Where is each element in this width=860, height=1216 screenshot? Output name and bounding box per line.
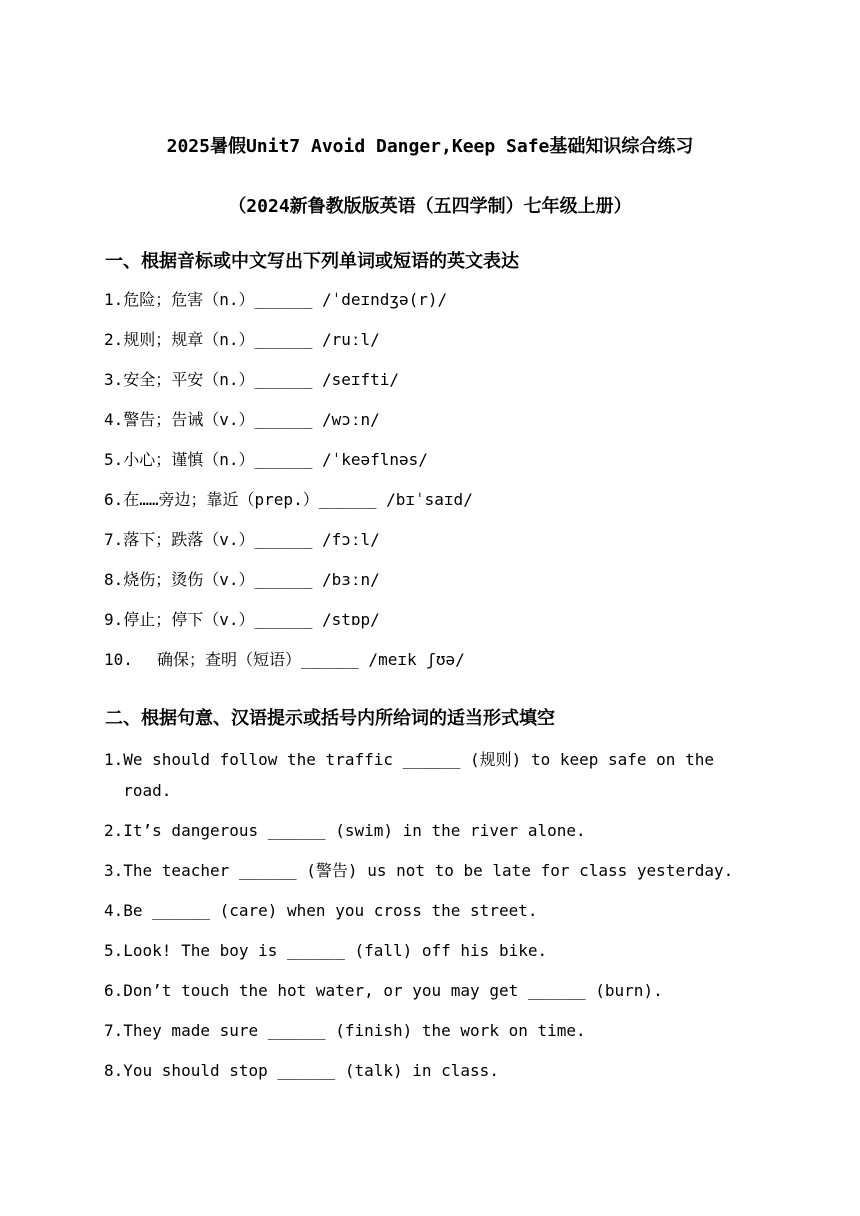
item-text: You should stop ______ (talk) in class. xyxy=(123,1061,499,1080)
item-text: 小心；谨慎（n.）______ /ˈkeəflnəs/ xyxy=(123,450,428,469)
list-item xyxy=(104,327,473,367)
list-item xyxy=(104,407,473,447)
list-item xyxy=(104,1055,764,1086)
item-text: 停止；停下（v.）______ /stɒp/ xyxy=(123,610,380,629)
item-number: 3. xyxy=(104,370,124,389)
list-item xyxy=(104,744,764,806)
item-number: 9. xyxy=(104,610,124,629)
list-item xyxy=(104,1015,764,1046)
item-number: 8. xyxy=(104,1061,124,1080)
item-number: 2. xyxy=(104,330,124,349)
item-text: 烧伤；烫伤（v.）______ /bɜːn/ xyxy=(123,570,380,589)
item-number: 1. xyxy=(104,750,124,769)
list-item xyxy=(104,487,473,527)
list-item xyxy=(104,367,473,407)
item-text: They made sure ______ (finish) the work on time. xyxy=(123,1021,586,1040)
section2-question-list xyxy=(104,744,764,1095)
list-item xyxy=(104,935,764,966)
item-text: 安全；平安（n.）______ /seɪfti/ xyxy=(123,370,400,389)
item-text: 警告；告诫（v.）______ /wɔːn/ xyxy=(123,410,380,429)
list-item xyxy=(104,607,473,647)
item-text: 在……旁边；靠近（prep.）______ /bɪˈsaɪd/ xyxy=(123,490,473,509)
item-number: 7. xyxy=(104,1021,124,1040)
list-item xyxy=(104,647,473,687)
item-text: 规则；规章（n.）______ /ruːl/ xyxy=(123,330,380,349)
item-number: 10. xyxy=(104,650,133,669)
list-item xyxy=(104,855,764,886)
item-text: 确保；查明（短语）______ /meɪk ʃʊə/ xyxy=(157,650,465,669)
item-text: 落下；跌落（v.）______ /fɔːl/ xyxy=(123,530,380,549)
item-number: 3. xyxy=(104,861,124,880)
item-number: 2. xyxy=(104,821,124,840)
item-number: 7. xyxy=(104,530,124,549)
document-subtitle: （2024新鲁教版版英语（五四学制）七年级上册） xyxy=(228,196,632,217)
item-number: 5. xyxy=(104,941,124,960)
list-item xyxy=(104,975,764,1006)
item-number: 4. xyxy=(104,901,124,920)
list-item xyxy=(104,447,473,487)
list-item xyxy=(104,895,764,926)
document-title: 2025暑假Unit7 Avoid Danger,Keep Safe基础知识综合练习 xyxy=(166,136,694,157)
item-text: Look! The boy is ______ (fall) off his bike. xyxy=(123,941,548,960)
item-number: 8. xyxy=(104,570,124,589)
item-text: Don’t touch the hot water, or you may get ______ (burn). xyxy=(123,981,663,1000)
item-number: 4. xyxy=(104,410,124,429)
item-text: We should follow the traffic ______ (规则) to keep safe on the road. xyxy=(123,750,714,800)
item-text: Be ______ (care) when you cross the street. xyxy=(123,901,538,920)
item-number: 1. xyxy=(104,290,124,309)
section1-heading: 一、根据音标或中文写出下列单词或短语的英文表达 xyxy=(105,251,519,272)
section1-question-list xyxy=(104,287,473,687)
item-text: The teacher ______ (警告) us not to be late for class yesterday. xyxy=(123,861,734,880)
list-item xyxy=(104,815,764,846)
list-item xyxy=(104,567,473,607)
item-text: It’s dangerous ______ (swim) in the river alone. xyxy=(123,821,586,840)
list-item xyxy=(104,287,473,327)
item-number: 6. xyxy=(104,981,124,1000)
item-number: 6. xyxy=(104,490,124,509)
list-item xyxy=(104,527,473,567)
item-text: 危险；危害（n.）______ /ˈdeɪndʒə(r)/ xyxy=(123,290,448,309)
item-number: 5. xyxy=(104,450,124,469)
section2-heading: 二、根据句意、汉语提示或括号内所给词的适当形式填空 xyxy=(105,708,555,729)
